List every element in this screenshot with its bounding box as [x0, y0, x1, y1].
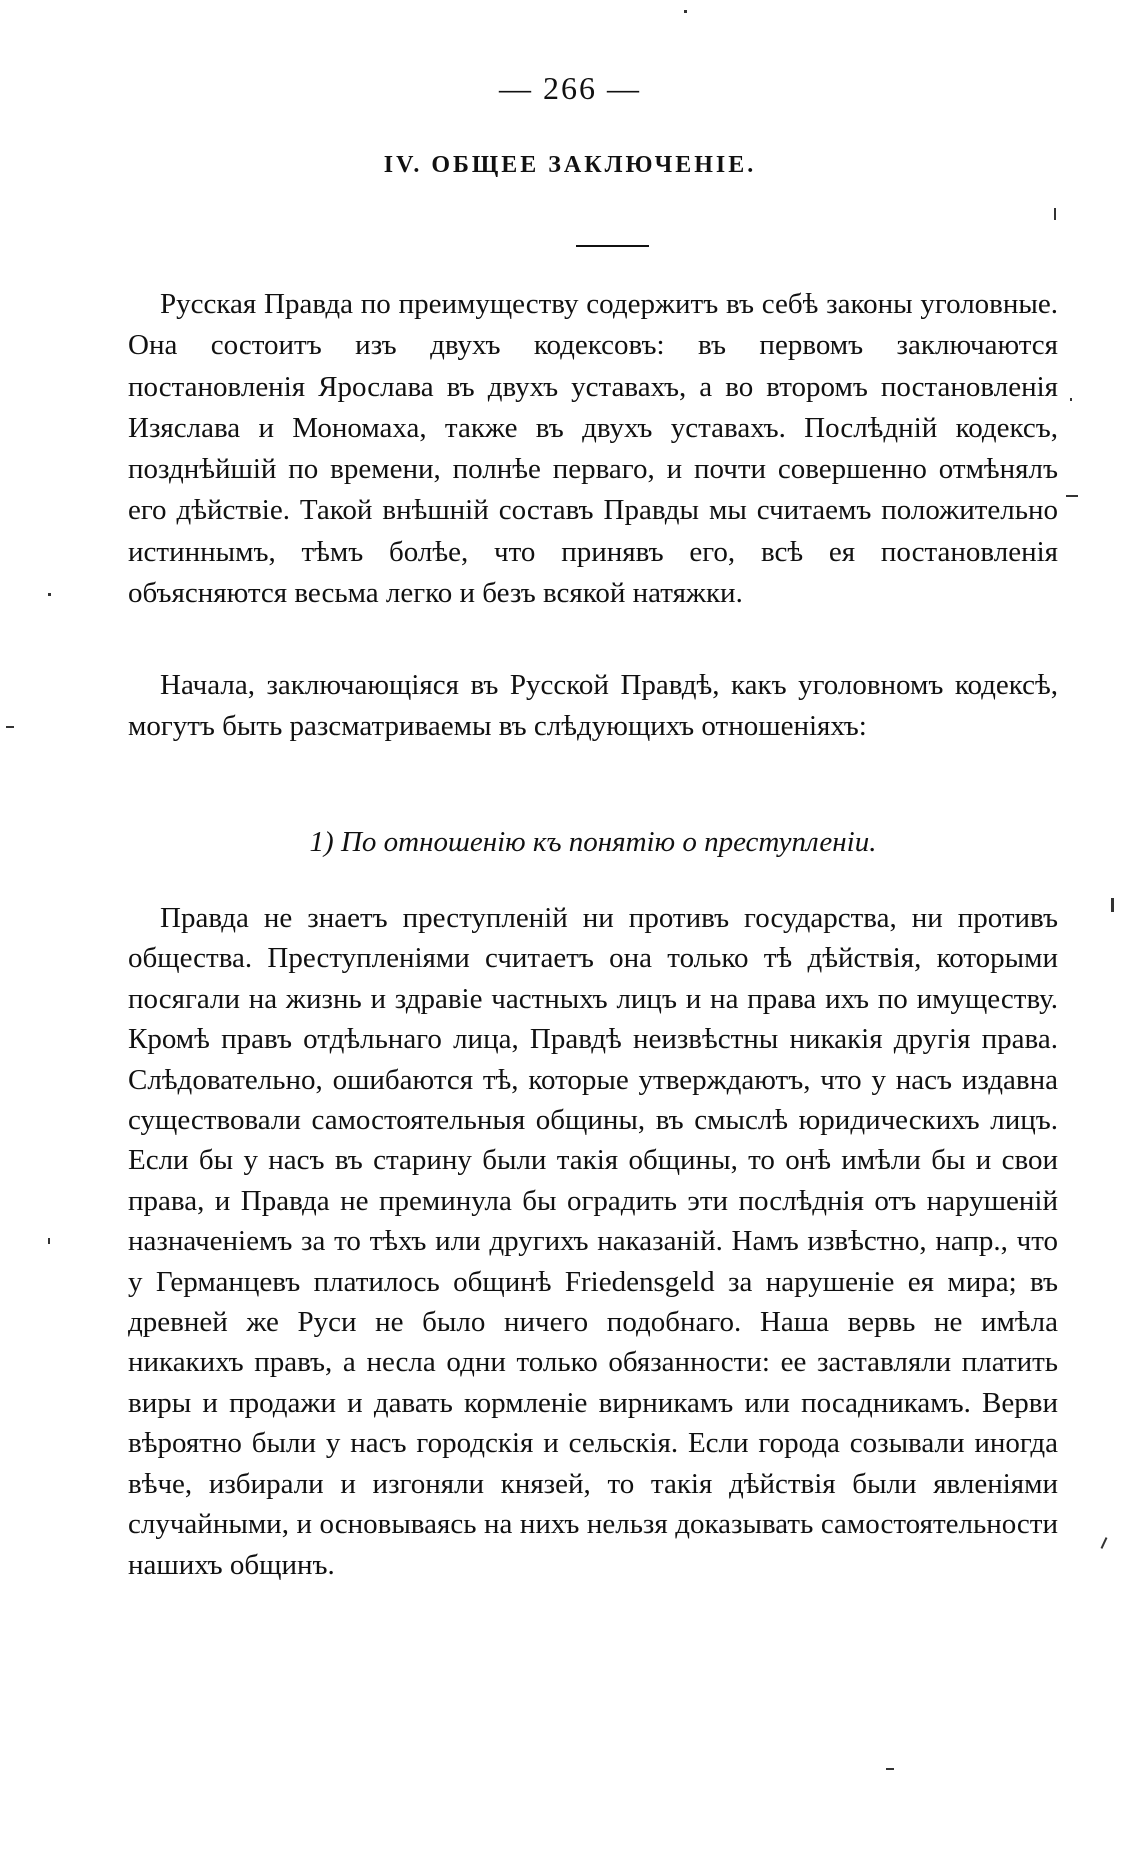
margin-speck: [48, 1238, 50, 1244]
margin-speck: [1101, 1537, 1108, 1549]
subheading: 1) По отношенію къ понятію о преступленіи.: [309, 826, 877, 858]
section-title: IV. ОБЩЕЕ ЗАКЛЮЧЕНІЕ.: [383, 152, 757, 178]
margin-speck: [684, 10, 687, 13]
margin-speck: [6, 726, 14, 728]
margin-speck: [886, 1768, 894, 1770]
margin-speck: [1111, 898, 1114, 912]
paragraph-crimes: Правда не знаетъ преступленій ни противъ государства, ни противъ общества. Преступленіями считаетъ она только тѣ дѣйствія, которыми посягали на жизнь и здравіе частныхъ лицъ и на права ихъ по имуществу. Кромѣ правъ отдѣльнаго лица, Правдѣ неизвѣстны никакія другія права. Слѣдовательно, ошибаются тѣ, которые утверждаютъ, что у насъ издавна существовали самостоятельныя общины, въ смыслѣ юридическихъ лицъ. Если бы у насъ въ старину были такія общины, то онѣ имѣли бы и свои права, и Правда не преминула бы оградить эти послѣднія отъ нарушеній назначеніемъ за то тѣхъ или другихъ наказаній. Намъ извѣстно, напр., что у Германцевъ платилось общинѣ Friedensgeld за нарушеніе ея мира; въ древней же Руси не было ничего подобнаго. Наша вервь не имѣла никакихъ правъ, а несла одни только обязанности: ее заставляли платить виры и продажи и давать кормленіе вирникамъ или посадникамъ. Верви вѣроятно были у насъ городскія и сельскія. Если города созывали иногда вѣче, избирали и изгоняли князей, то такія дѣйствія были явленіями случайными, и основываясь на нихъ нельзя доказывать самостоятельности нашихъ общинъ.: [128, 902, 1058, 1581]
title-divider: [576, 245, 649, 247]
page-number: — 266 —: [499, 70, 641, 106]
margin-speck: [48, 593, 51, 596]
margin-speck: [1066, 495, 1078, 497]
paragraph-principles: Начала, заключающіяся въ Русской Правдѣ, какъ уголовномъ кодексѣ, могутъ быть разсматриваемы въ слѣдующихъ отношеніяхъ:: [128, 669, 1058, 743]
margin-speck: [1070, 398, 1072, 401]
paragraph-intro: Русская Правда по преимуществу содержитъ въ себѣ законы уголовные. Она состоитъ изъ двухъ кодексовъ: въ первомъ заключаются постановленія Ярослава въ двухъ уставахъ, а во второмъ постановленія Изяслава и Мономаха, также въ двухъ уставахъ. Послѣдній кодексъ, позднѣйшій по времени, полнѣе перваго, и почти совершенно отмѣнялъ его дѣйствіе. Такой внѣшній составъ Правды мы считаемъ положительно истиннымъ, тѣмъ болѣе, что принявъ его, всѣ ея постановленія объясняются весьма легко и безъ всякой натяжки.: [128, 288, 1058, 610]
margin-speck: [1054, 208, 1056, 220]
